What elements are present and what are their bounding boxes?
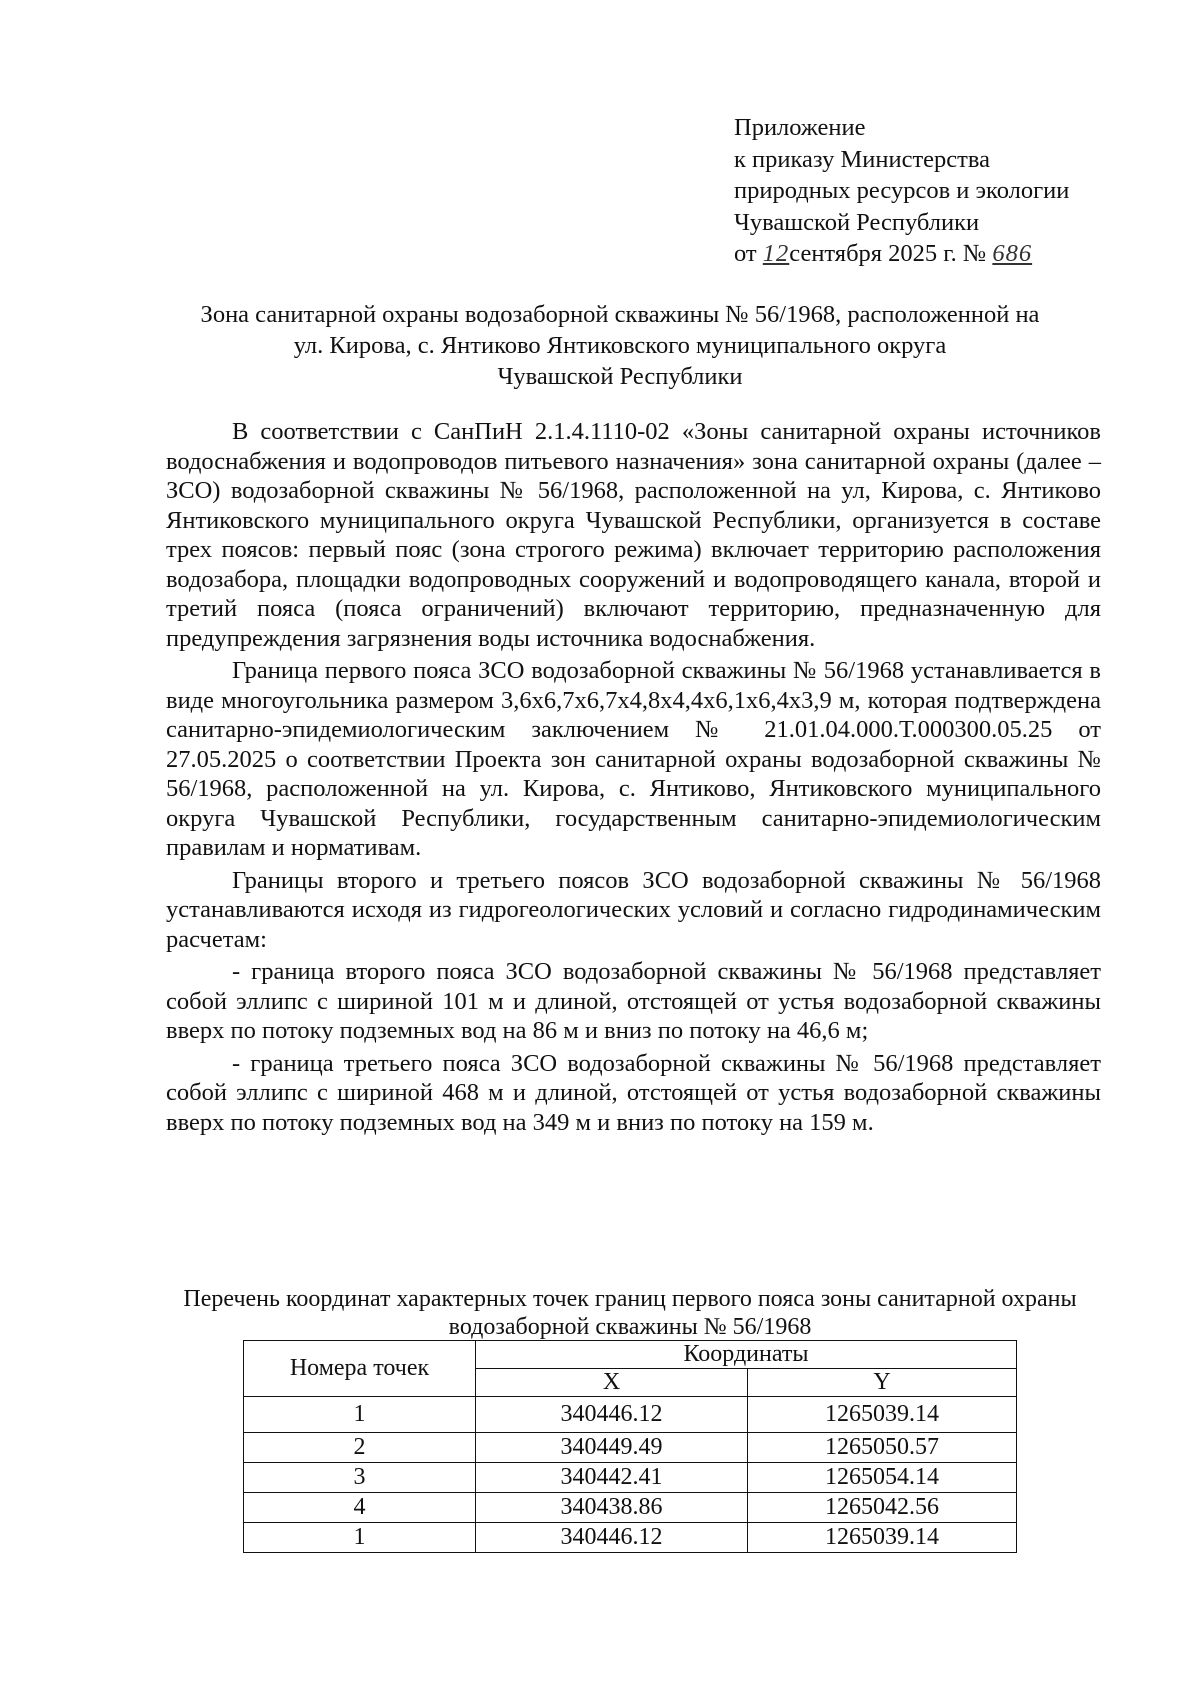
header-points: Номера точек xyxy=(244,1341,476,1397)
table-row xyxy=(244,1523,1017,1553)
coordinates-table xyxy=(243,1340,1017,1553)
annex-header xyxy=(734,112,1069,270)
coord-y: 1265039.14 xyxy=(748,1523,1017,1553)
table-header-row xyxy=(244,1341,1017,1369)
coord-y: 1265039.14 xyxy=(748,1397,1017,1433)
point-number: 3 xyxy=(244,1463,476,1493)
table-row xyxy=(244,1493,1017,1523)
point-number: 2 xyxy=(244,1433,476,1463)
paragraph-second-belt: - граница второго пояса ЗСО водозаборной скважины № 56/1968 представляет собой эллипс с шириной 101 м и длиной, отстоящей от устья водозаборной скважины вверх по потоку подземных вод на 86 м и вниз по потоку на 46,6 м; xyxy=(166,958,1101,1044)
title-line-3: Чувашской Республики xyxy=(497,363,743,390)
point-number: 4 xyxy=(244,1493,476,1523)
point-number: 1 xyxy=(244,1397,476,1433)
paragraph-first-belt: Граница первого пояса ЗСО водозаборной скважины № 56/1968 устанавливается в виде многоугольника размером 3,6х6,7х6,7х4,8х4,4х6,1х6,4х3,9 м, которая подтверждена санитарно-эпидемиологическим заключением № 21.01.04.000.Т.000300.05.25 от 27.05.2025 о соответствии Проекта зон санитарной охраны водозаборной скважины № 56/1968, расположенной на ул. Кирова, с. Янтиково, Янтиковского муниципального округа Чувашской Республики, государственным санитарно-эпидемиологическим правилам и нормативам. xyxy=(166,657,1101,861)
paragraph-second-third-belts: Границы второго и третьего поясов ЗСО водозаборной скважины № 56/1968 устанавливаются исходя из гидрогеологических условий и согласно гидродинамическим расчетам: xyxy=(166,866,1101,953)
document-title xyxy=(160,299,1080,392)
coord-x: 340442.41 xyxy=(476,1463,748,1493)
coord-x: 340446.12 xyxy=(476,1523,748,1553)
coord-x: 340446.12 xyxy=(476,1397,748,1433)
table-row xyxy=(244,1433,1017,1463)
coord-y: 1265042.56 xyxy=(748,1493,1017,1523)
coord-x: 340449.49 xyxy=(476,1433,748,1463)
header-x: X xyxy=(476,1369,748,1397)
coord-y: 1265054.14 xyxy=(748,1463,1017,1493)
annex-line-3: природных ресурсов и экологии xyxy=(734,177,1070,204)
title-line-2: ул. Кирова, с. Янтиково Янтиковского муниципального округа xyxy=(293,332,947,359)
annex-line-1: Приложение xyxy=(734,114,866,141)
header-coordinates: Координаты xyxy=(476,1341,1017,1369)
document-body xyxy=(166,417,1101,1140)
header-y: Y xyxy=(748,1369,1017,1397)
annex-date-line xyxy=(734,238,1069,270)
coord-y: 1265050.57 xyxy=(748,1433,1017,1463)
annex-line-2: к приказу Министерства xyxy=(734,145,990,173)
table-caption: Перечень координат характерных точек границ первого пояса зоны санитарной охраны водозаборной скважины № 56/1968 xyxy=(183,1286,1077,1340)
annex-line-4: Чувашской Республики xyxy=(734,208,980,236)
table-row xyxy=(244,1463,1017,1493)
paragraph-sanpin: В соответствии с СанПиН 2.1.4.1110-02 «Зоны санитарной охраны источников водоснабжения и водопроводов питьевого назначения» зона санитарной охраны (далее – ЗСО) водозаборной скважины № 56/1968, расположенной на ул, Кирова, с. Янтиково Янтиковского муниципального округа Чувашской Республики, организуется в составе трех поясов: первый пояс (зона строгого режима) включает территорию расположения водозабора, площадки водопроводных сооружений и водопроводящего канала, второй и третий пояса (пояса ограничений) включают территорию, предназначенную для предупреждения загрязнения воды источника водоснабжения. xyxy=(166,418,1101,652)
table-row xyxy=(244,1397,1017,1433)
point-number: 1 xyxy=(244,1523,476,1553)
title-line-1: Зона санитарной охраны водозаборной скважины № 56/1968, расположенной на xyxy=(200,301,1040,328)
paragraph-third-belt: - граница третьего пояса ЗСО водозаборной скважины № 56/1968 представляет собой эллипс с шириной 468 м и длиной, отстоящей от устья водозаборной скважины вверх по потоку подземных вод на 349 м и вниз по потоку на 159 м. xyxy=(166,1049,1101,1136)
date-rest: сентября 2025 г. № xyxy=(789,240,987,267)
order-number-handwritten: 686 xyxy=(992,240,1033,267)
date-day-handwritten: 12 xyxy=(762,240,790,267)
date-prefix: от xyxy=(734,240,757,267)
coord-x: 340438.86 xyxy=(476,1493,748,1523)
